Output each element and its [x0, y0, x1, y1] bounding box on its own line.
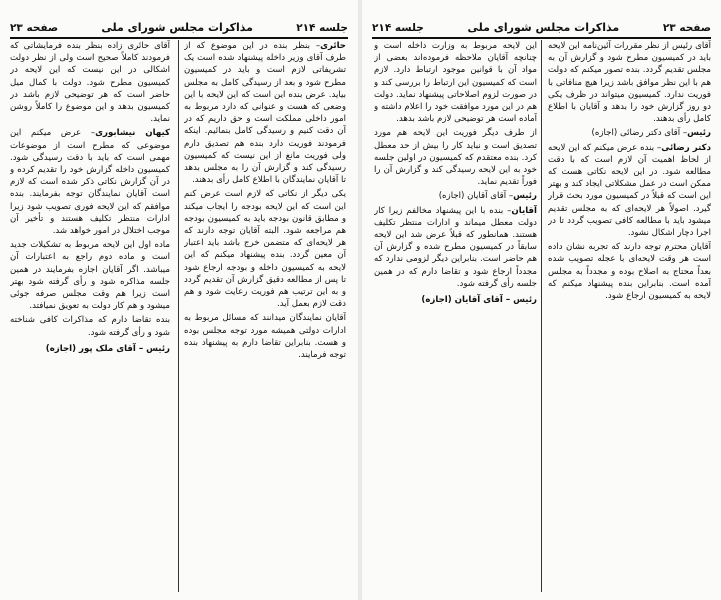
- left-page: [0, 0, 358, 600]
- left-page-number: صفحه ۲۳: [10, 22, 59, 34]
- right-page-header: [372, 8, 711, 39]
- paragraph: [184, 312, 346, 361]
- paragraph: [184, 40, 346, 186]
- right-page-body: [362, 40, 721, 592]
- paragraph: [548, 40, 711, 125]
- paragraph-text: بنده تقاضا دارم که مذاکرات کافی شناخته شود و رأی گرفته شود.: [10, 315, 170, 338]
- left-page-header: [10, 8, 348, 39]
- paragraph: [548, 241, 711, 302]
- speaker-name: آقایان: [511, 205, 537, 216]
- paragraph-text: – آقای آقایان (اجازه): [438, 191, 514, 202]
- right-page-number: صفحه ۲۳: [662, 22, 711, 34]
- paragraph-text: آقای رئیس از نظر مقررات آئین‌نامه این لایحه باید در کمیسیون مطرح شود و گزارش آن به مجلس تقدیم گردد. بنده تصور میکنم که دولت هم با این نظر موافق باشد زیرا هیچ منافاتی با فوریت ندارد. کمیسیون میتواند در ظرف یکی دو روز گزارش خود را بدهد و آقایان با اطلاع کامل رأی بدهند.: [548, 41, 711, 125]
- paragraph: [374, 190, 537, 202]
- speaker-name: رئیس: [687, 128, 711, 139]
- paragraph: [10, 127, 170, 237]
- paragraph: [374, 40, 537, 125]
- paragraph-text: آقایان نمایندگان میدانند که مسائل مربوط به ادارات دولتی همیشه مورد توجه مجلس بوده و هست. بنابراین تقاضا دارم به پیشنهاد بنده توجه فرمایند.: [184, 313, 346, 361]
- paragraph-text: این لایحه مربوط به وزارت داخله است و چنانچه آقایان ملاحظه فرموده‌اند بعضی از مواد آن با قوانین موجود ارتباط دارد. لازم است که کمیسیون این ارتباط را بررسی کند و در صورت لزوم اصلاحاتی پیشنهاد نماید. دولت هم در این مورد موافقت خود را اعلام داشته و آماده است هر توضیحی لازم باشد بدهد.: [374, 41, 537, 125]
- right-page: [362, 0, 721, 600]
- paragraph-text: یکی دیگر از نکاتی که لازم است عرض کنم این است که این لایحه بودجه را ایجاب میکند و مطابق قانون بودجه باید به کمیسیون بودجه هم مراجعه شود. البته آقایان توجه دارند که هر لایحه‌ای که متضمن خرج باشد باید اعتبار آن معین گردد. بنده پیشنهاد میکنم که این لایحه به کمیسیون داخله و بودجه ارجاع شود تا پس از مطالعه دقیق گزارش آن تقدیم گردد و به این ترتیب هم فوریت رعایت شود و هم دقت لازم بعمل آید.: [184, 189, 346, 310]
- paragraph: [374, 127, 537, 188]
- column-divider: [541, 40, 542, 592]
- paragraph: [548, 142, 711, 240]
- paragraph: [184, 188, 346, 310]
- left-page-title: مذاکرات مجلس شورای ملی: [101, 21, 253, 34]
- paragraph: [10, 314, 170, 338]
- paragraph: [548, 127, 711, 139]
- speaker-name: کیهان نیشابوری: [95, 128, 170, 139]
- left-page-body: [0, 40, 358, 592]
- left-session-number: جلسه ۲۱۴: [296, 22, 348, 34]
- paragraph-text: – عرض میکنم این موضوعی که مطرح است از موضوعات مهمی است که باید با دقت رسیدگی شود. کمیسیون داخله گزارش خود را تقدیم کرده و در آن گزارش نکاتی ذکر شده است که لازم است آقایان نمایندگان توجه بفرمایند. بنده موافقم که این لایحه فوری تصویب شود زیرا ادارات منتظر تکلیف هستند و تأخیر آن موجب اختلال در امور خواهد شد.: [10, 128, 170, 237]
- right-column-left: [374, 40, 537, 592]
- paragraph: [10, 239, 170, 312]
- speaker-name: دکتر رضائی: [661, 142, 711, 153]
- right-column-right: [548, 40, 711, 592]
- paragraph-text: آقای حائری زاده بنظر بنده فرمایشاتی که فرمودند کاملاً صحیح است ولی از نظر دولت اشکالی در این نیست که این لایحه در کمیسیون مطرح شود. دولت با کمال میل حاضر است که هر توضیحی لازم باشد در کمیسیون بدهد و این موضوع را کاملاً روشن نماید.: [10, 41, 170, 125]
- paragraph-text: – آقای دکتر رضائی (اجازه): [591, 128, 688, 139]
- paragraph-text: – بنده عرض میکنم که این لایحه از لحاظ اهمیت آن لازم است که با دقت مطالعه شود. در این لایحه نکاتی هست که ممکن است در عمل مشکلاتی ایجاد کند و بهتر این است که قبلاً در کمیسیون مورد بحث قرار گیرد. اصولاً هر لایحه‌ای که به مجلس تقدیم میشود باید با مطالعه کافی تصویب گردد تا در اجرا دچار اشکال نشود.: [548, 142, 711, 239]
- right-page-title: مذاکرات مجلس شورای ملی: [467, 21, 620, 34]
- speaker-call: رئیس – آقای آقایان (اجازه): [421, 295, 537, 306]
- paragraph: [10, 40, 170, 125]
- paragraph-text: آقایان محترم توجه دارند که تجربه نشان داده است هر وقت لایحه‌ای با عجله تصویب شده بعداً محتاج به اصلاح بوده و مجدداً به مجلس آمده است. بنابراین بنده پیشنهاد میکنم که لایحه به کمیسیون ارجاع شود.: [548, 242, 711, 302]
- left-column-right: [184, 40, 346, 592]
- left-column-left: [10, 40, 170, 592]
- column-divider: [178, 40, 179, 592]
- paragraph-text: – بنظر بنده در این موضوع که از طرف آقای وزیر داخله پیشنهاد شده است یک تشریفاتی لازم است و باید در کمیسیون مطرح شود و بعد از رسیدگی کامل به مجلس بیاید. عرض بنده این است که این لایحه با این وضعی که هست و عنوانی که دارد مربوط به امور داخلی مملکت است و حق داریم که در آن دقت کنیم و رسیدگی کامل بنمائیم. اینکه فرمودند فوریت دارد بنده هم تصدیق دارم ولی فوریت مانع از این نیست که کمیسیون رسیدگی کند و گزارش آن را به مجلس بدهد تا آقایان نمایندگان با اطلاع کامل رأی بدهند.: [184, 41, 346, 186]
- speaker-name: حائری: [320, 41, 346, 51]
- paragraph-text: از طرف دیگر فوریت این لایحه هم مورد تصدیق است و نباید کار را بیش از حد معطل کرد. بنده معتقدم که کمیسیون در اولین جلسه خود به این لایحه رسیدگی کند و گزارش آن را فوراً تقدیم نماید.: [374, 128, 537, 188]
- right-session-number: جلسه ۲۱۴: [372, 22, 424, 34]
- speaker-name: رئیس: [513, 191, 537, 202]
- paragraph-text: – بنده با این پیشنهاد مخالفم زیرا کار دولت معطل میماند و ادارات منتظر تکلیف هستند. همانطور که قبلاً عرض شد این لایحه سابقاً در کمیسیون مطرح شده و گزارش آن هم حاضر است. بنابراین دیگر لزومی ندارد که مجدداً ارجاع شود و تقاضا دارم که در همین جلسه رأی گرفته شود.: [374, 205, 537, 289]
- paragraph-text: ماده اول این لایحه مربوط به تشکیلات جدید است و ماده دوم راجع به اعتبارات آن میباشد. اگر آقایان اجازه بفرمایند در همین جلسه مذاکره شود و رأی گرفته شود بهتر است زیرا هم وقت مجلس صرفه جوئی میشود و هم کار دولت به تعویق نمیافتد.: [10, 240, 170, 312]
- paragraph: [374, 205, 537, 290]
- speaker-call: رئیس – آقای ملک پور (اجازه): [45, 343, 170, 354]
